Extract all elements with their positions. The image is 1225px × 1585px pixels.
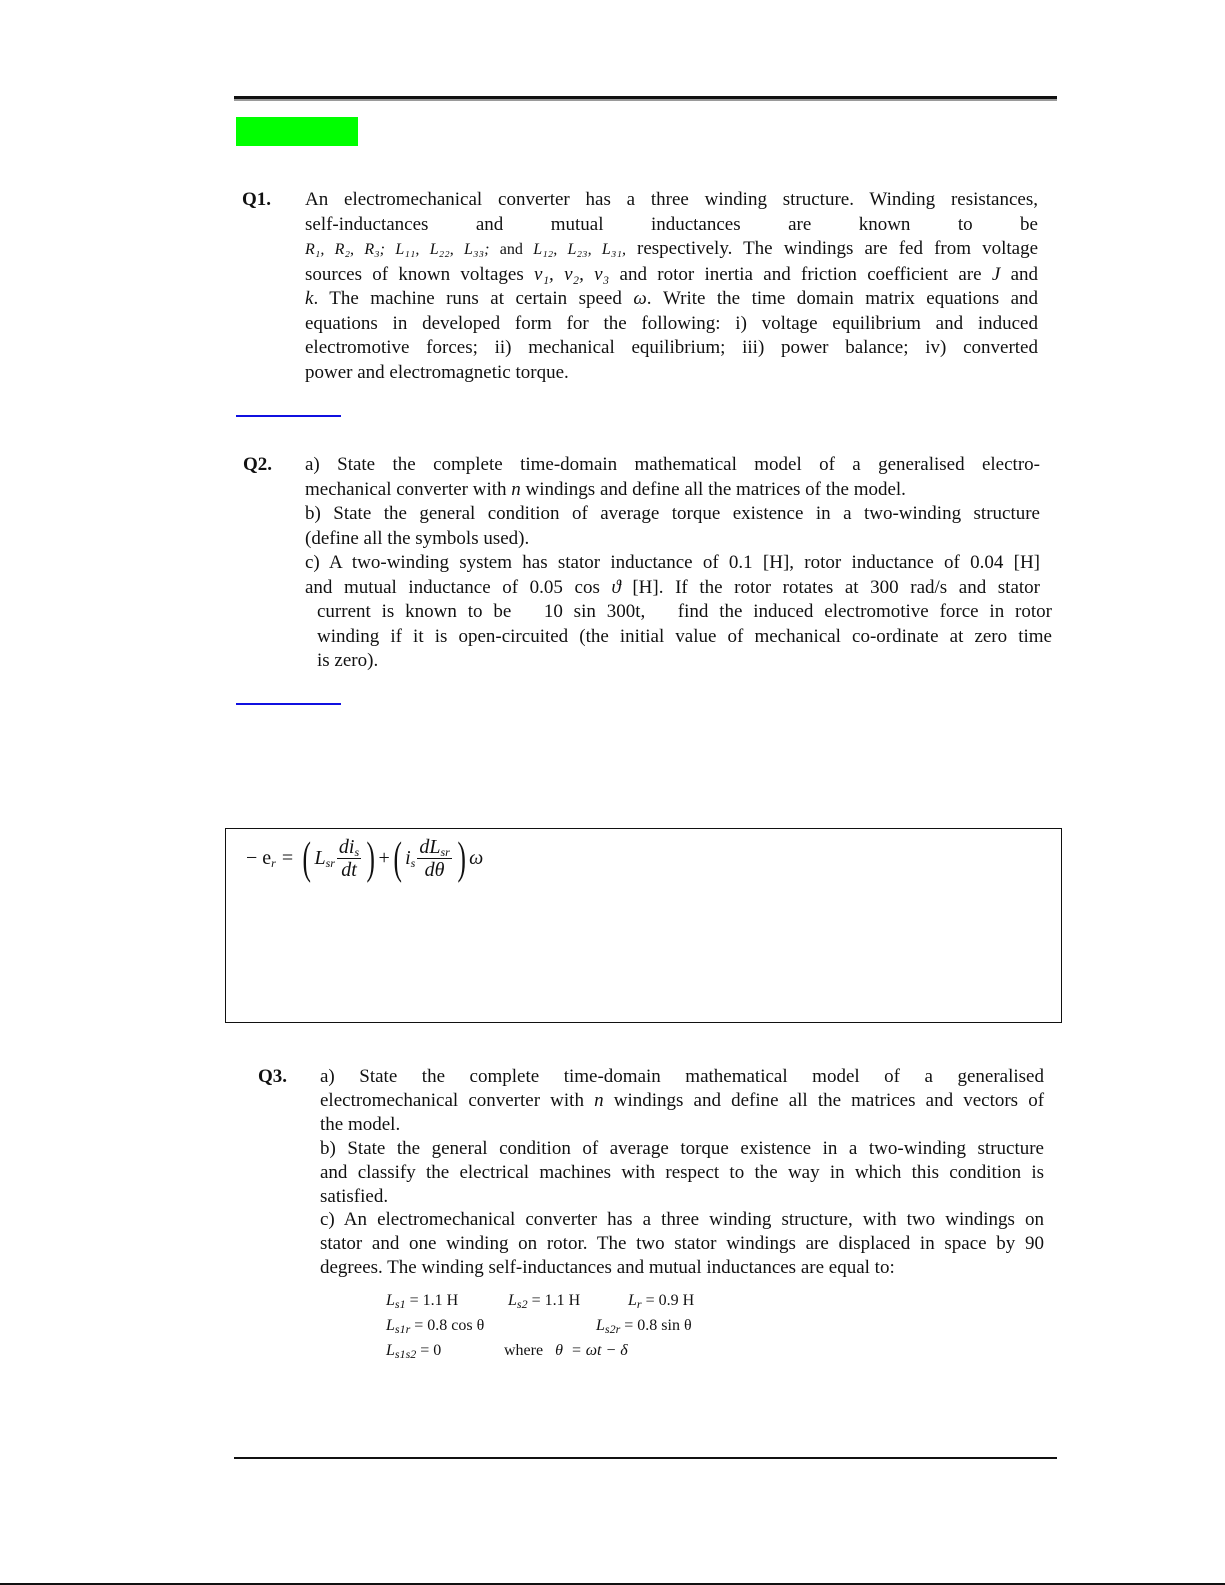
ls1s2: $L_{s1s2} = 0$ [386,1342,442,1361]
theta-definition: θ = ωt − δ [555,1342,628,1359]
q2b-line-2: (define all the symbols used). [305,527,530,549]
q2c-line-2: and mutual inductance of 0.05 cos ϑ [H]. If the rotor rotates at 300 rad/s and stator [305,576,1041,598]
q1-line-4: sources of known voltages v₁, v₂, v₃ and rotor inertia and friction coefficient are J and [305,263,1039,285]
q1-sym-resistances: R₁, R₂, R₃; [305,241,385,258]
q2a-line-2: mechanical converter with n windings and define all the matrices of the model. [305,478,906,500]
eq-lhs: − $e_r$ [246,846,276,870]
q1-number: Q1. [242,189,272,210]
eq-term1-coef: $L_{sr}$ [314,846,335,870]
eq-term1-fraction: $\frac{di_s}{dt}$ [338,835,360,881]
q3c-line-3: degrees. The winding self-inductances and mutual inductances are equal to: [320,1257,895,1279]
q1-line-5: k. The machine runs at certain speed ω. Write the time domain matrix equations and [305,288,1039,309]
q3a-line-1: a) State the complete time-domain mathematical model of a generalised [320,1066,1044,1087]
footer-rule [234,1457,1057,1459]
q1-line-3: R₁, R₂, R₃; L₁₁, L₂₂, L₃₃; and L₁₂, L₂₃, L₃₁, respectively. The windings are fed from voltage [305,238,1039,259]
q2-body [305,453,1040,600]
inductance-list [386,1288,694,1363]
q1-line-7: electromotive forces; ii) mechanical equilibrium; iii) power balance; iv) converted [305,337,1038,358]
q1-line-2: self-inductances and mutual inductances are known to be [305,213,1038,235]
q2b-line-1: b) State the general condition of average torque existence in a two-winding structure [305,503,1040,524]
header-rule-shadow [234,99,1057,101]
q1-sym-friction: k [305,288,314,309]
right-paren-1: ) [366,832,376,883]
eq-equals: = [281,846,294,869]
green-highlight-block [236,117,358,146]
q2c-continued [317,600,1052,674]
eq-omega: ω [469,846,484,869]
q1-line-8: power and electromagnetic torque. [305,361,569,383]
eq-plus: + [378,846,390,869]
inductance-row-1 [386,1288,694,1313]
q1-body [305,188,1038,385]
q3a-line-3: the model. [320,1113,401,1135]
ls1: $L_{s1} = 1.1$ H [386,1292,459,1311]
ls2r: $L_{s2r} = 0.8$ sin θ [596,1317,692,1336]
q1-sym-mutual: L₁₂, L₂₃, L₃₁, [533,241,626,258]
q3-number: Q3. [258,1066,288,1087]
inductance-row-2 [386,1313,694,1338]
left-paren-2: ( [393,832,402,883]
ls1r: $L_{s1r} = 0.8$ cos θ [386,1317,485,1336]
q1-line-1: An electromechanical converter has a three winding structure. Winding resistances, [305,189,1038,210]
ls2: $L_{s2} = 1.1$ H [508,1292,581,1311]
q2a-line-1: a) State the complete time-domain mathematical model of a generalised electro- [305,454,1040,475]
q1-sym-and: and [499,241,523,258]
where-label: where [504,1342,544,1359]
lr: $L_r = 0.9$ H [628,1292,695,1311]
emf-equation [246,832,484,883]
q2c-line-4: winding if it is open-circuited (the initial value of mechanical co-ordinate at zero time [317,625,1052,647]
section-link-rule-1 [236,415,341,417]
q3c-line-1: c) An electromechanical converter has a three winding structure, with two windings on [320,1209,1044,1231]
right-paren-2: ) [457,832,466,883]
q1-sym-self: L₁₁, L₂₂, L₃₃; [395,241,490,258]
inductance-row-3 [386,1338,694,1363]
eq-term2-fraction: $\frac{dL_{sr}}{d\theta}$ [419,835,450,881]
q1-sym-inertia: J [991,263,1001,285]
q3b-line-2: and classify the electrical machines with respect to the way in which this condition is [320,1161,1044,1183]
q2-number: Q2. [243,454,273,475]
q2c-line-1: c) A two-winding system has stator inductance of 0.1 [H], rotor inductance of 0.04 [H] [305,552,1040,573]
q1-sym-speed: ω [633,288,647,309]
answer-box [225,828,1062,1023]
eq-term2-coef: $i_s$ [405,846,416,870]
q3b-line-3: satisfied. [320,1185,389,1207]
q3-body [320,1065,1044,1280]
section-link-rule-2 [236,703,341,705]
q3a-line-2: electromechanical converter with n windings and define all the matrices and vectors of [320,1089,1045,1111]
q3b-line-1: b) State the general condition of average torque existence in a two-winding structure [320,1137,1044,1159]
q1-line-6: equations in developed form for the following: i) voltage equilibrium and induced [305,312,1038,334]
q2c-line-3: current is known to be 10 sin 300t, find the induced electromotive force in rotor [317,601,1052,622]
q1-sym-voltages: v₁, v₂, v₃ [534,263,610,285]
q3c-line-2: stator and one winding on rotor. The two stator windings are displaced in space by 90 [320,1233,1044,1255]
q2c-line-5: is zero). [317,650,379,671]
left-paren-1: ( [302,832,311,883]
